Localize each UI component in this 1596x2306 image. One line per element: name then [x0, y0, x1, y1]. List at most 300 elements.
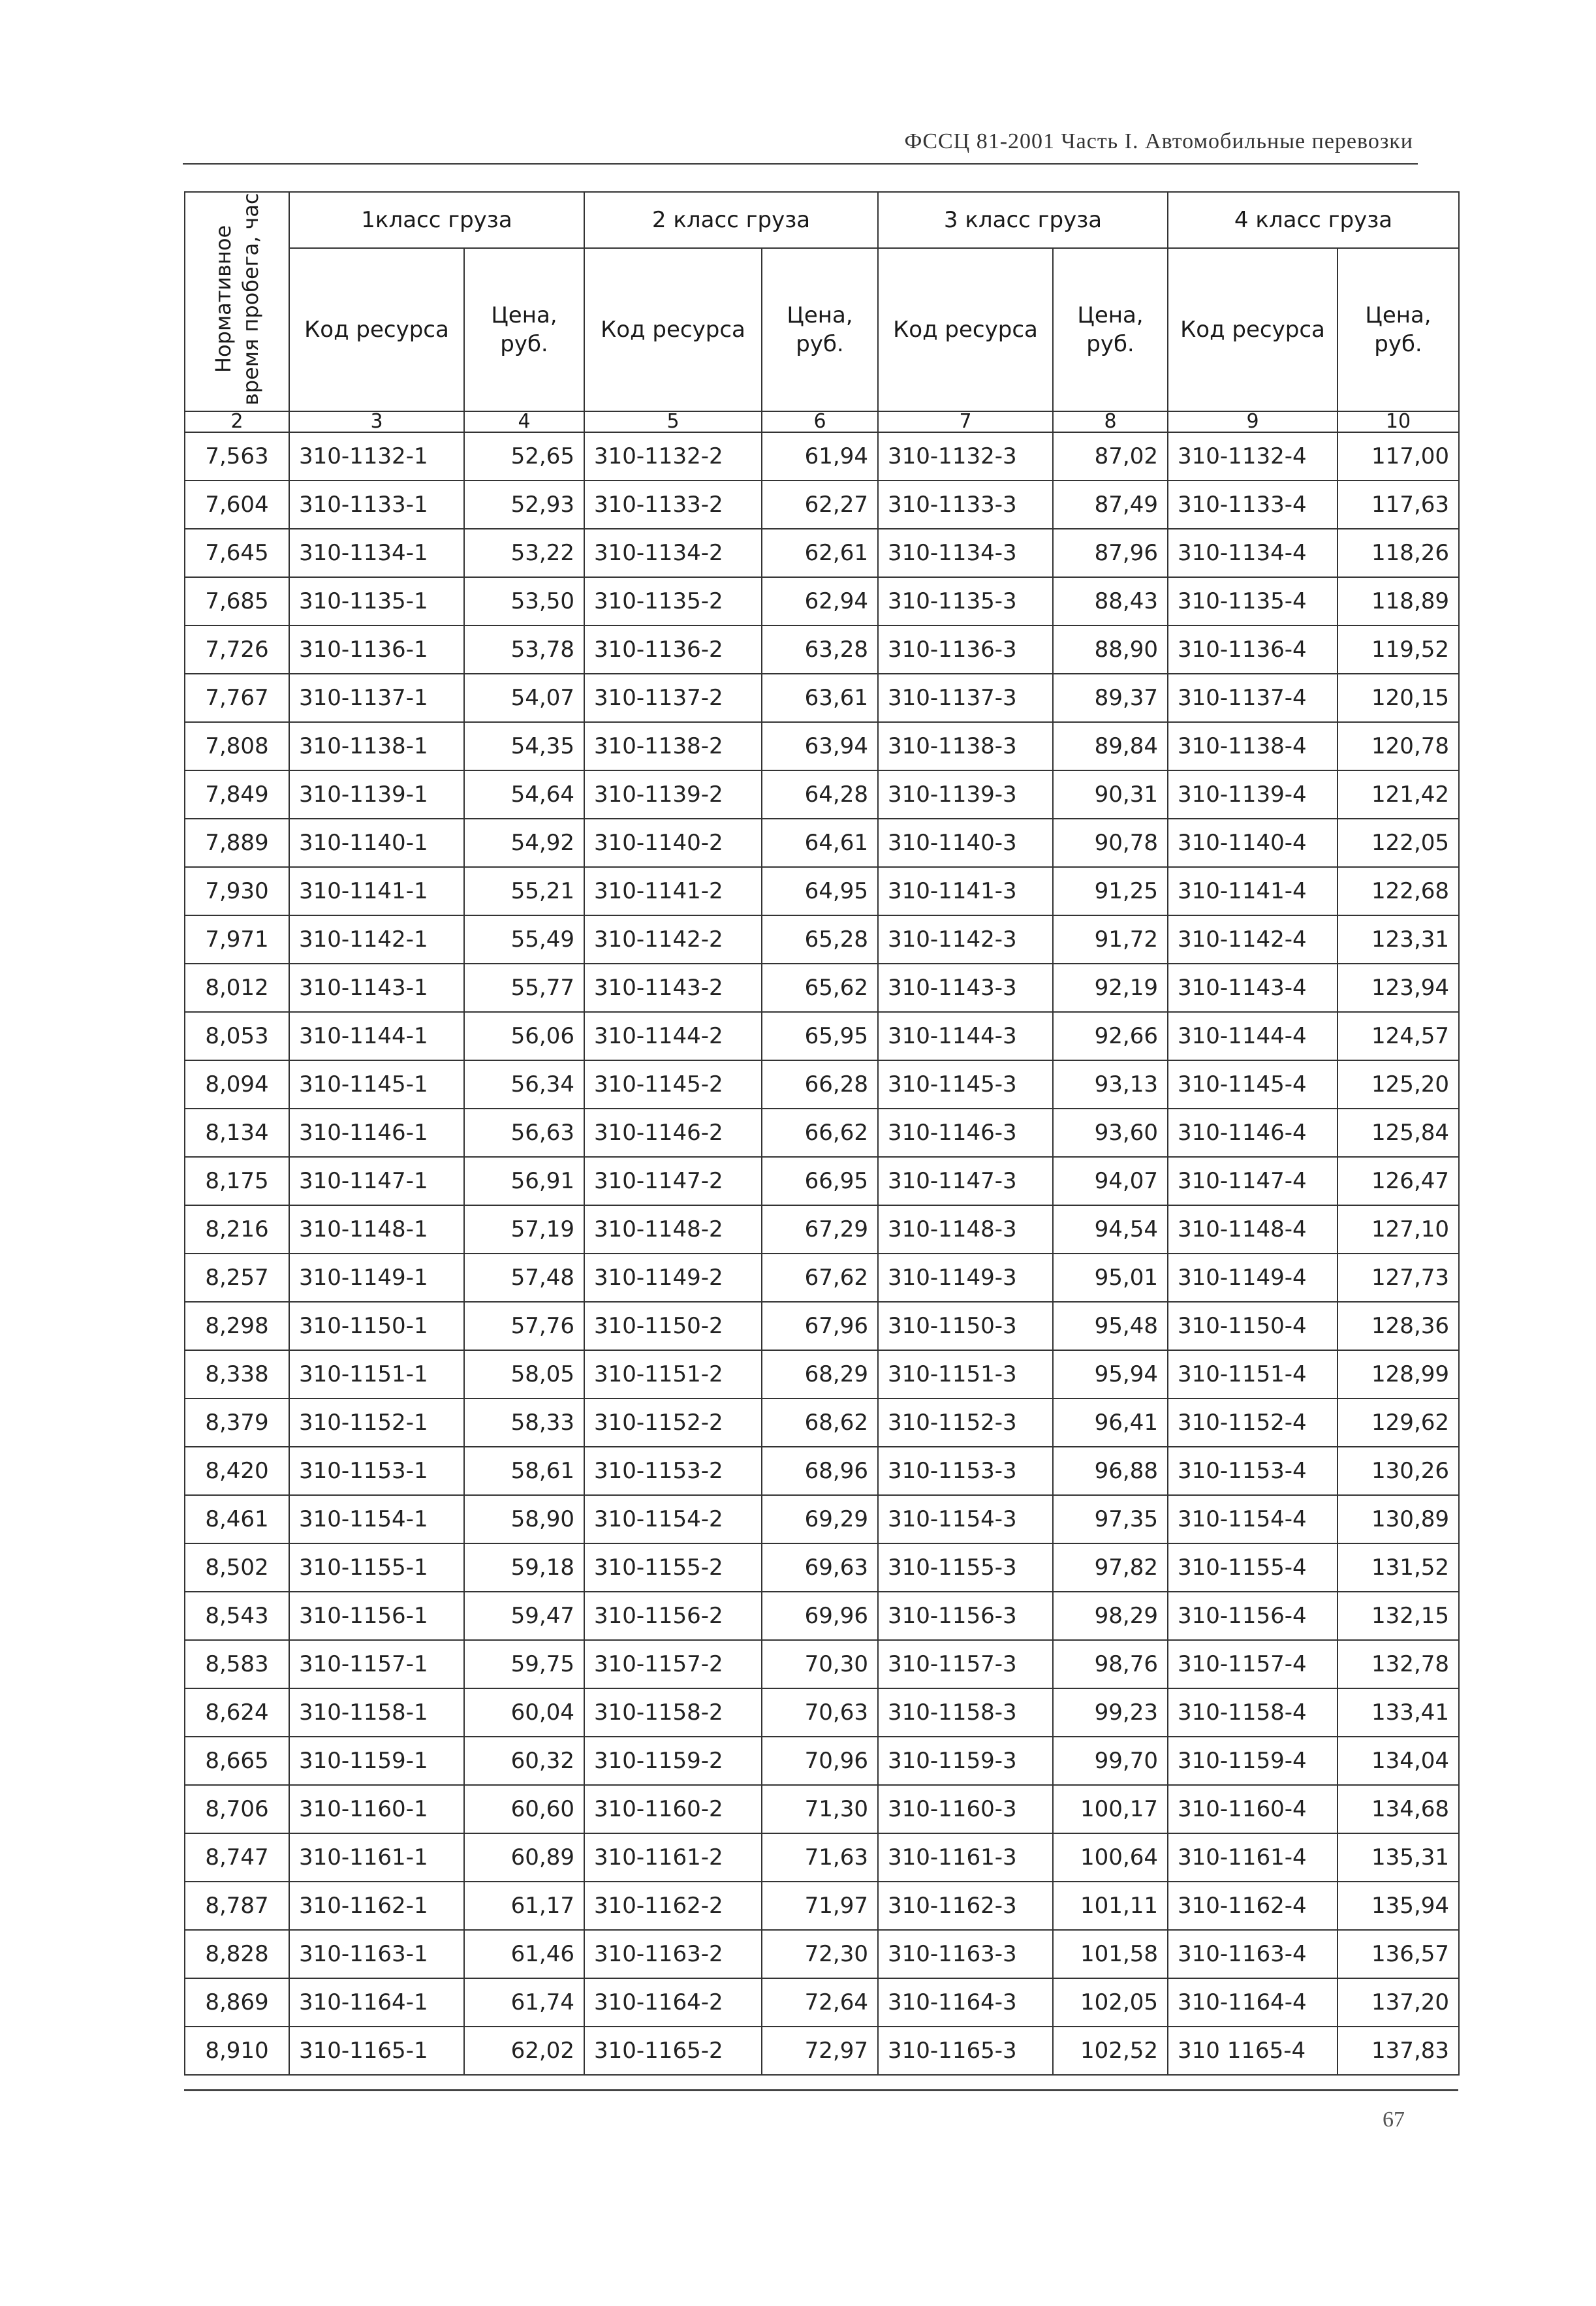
price-cell: 120,78 [1338, 722, 1459, 770]
price-cell: 87,96 [1053, 529, 1168, 577]
column-number: 2 [185, 411, 289, 432]
table-row [185, 1398, 1459, 1447]
code-header: Код ресурса [584, 248, 762, 411]
table-row [185, 625, 1459, 674]
resource-code-cell: 310-1159-1 [289, 1737, 464, 1785]
resource-code-cell: 310-1145-1 [289, 1060, 464, 1109]
table-row [185, 1882, 1459, 1930]
time-cell: 7,889 [185, 819, 289, 867]
time-cell: 7,930 [185, 867, 289, 915]
price-cell: 60,32 [464, 1737, 584, 1785]
price-cell: 127,73 [1338, 1254, 1459, 1302]
resource-code-cell: 310-1147-4 [1168, 1157, 1338, 1205]
resource-code-cell: 310-1138-4 [1168, 722, 1338, 770]
resource-code-cell: 310-1145-3 [878, 1060, 1053, 1109]
resource-code-cell: 310-1158-4 [1168, 1688, 1338, 1737]
price-cell: 97,35 [1053, 1495, 1168, 1543]
table-row [185, 1302, 1459, 1350]
price-table [184, 191, 1460, 2076]
resource-code-cell: 310-1144-1 [289, 1012, 464, 1060]
resource-code-cell: 310-1162-1 [289, 1882, 464, 1930]
price-cell: 61,17 [464, 1882, 584, 1930]
resource-code-cell: 310-1161-4 [1168, 1833, 1338, 1882]
resource-code-cell: 310-1146-4 [1168, 1109, 1338, 1157]
resource-code-cell: 310-1143-4 [1168, 964, 1338, 1012]
price-cell: 89,37 [1053, 674, 1168, 722]
price-cell: 57,48 [464, 1254, 584, 1302]
resource-code-cell: 310-1149-4 [1168, 1254, 1338, 1302]
time-cell: 8,502 [185, 1543, 289, 1592]
price-cell: 117,63 [1338, 481, 1459, 529]
table-row [185, 915, 1459, 964]
resource-code-cell: 310-1153-4 [1168, 1447, 1338, 1495]
time-cell: 8,298 [185, 1302, 289, 1350]
resource-code-cell: 310-1139-2 [584, 770, 762, 819]
price-cell: 57,19 [464, 1205, 584, 1254]
price-cell: 56,34 [464, 1060, 584, 1109]
time-cell: 8,420 [185, 1447, 289, 1495]
table-row [185, 1060, 1459, 1109]
resource-code-cell: 310-1162-4 [1168, 1882, 1338, 1930]
table-row [185, 1737, 1459, 1785]
price-cell: 58,90 [464, 1495, 584, 1543]
price-cell: 131,52 [1338, 1543, 1459, 1592]
price-cell: 67,62 [762, 1254, 878, 1302]
resource-code-cell: 310-1137-2 [584, 674, 762, 722]
resource-code-cell: 310-1144-2 [584, 1012, 762, 1060]
resource-code-cell: 310-1146-2 [584, 1109, 762, 1157]
price-cell: 128,99 [1338, 1350, 1459, 1398]
resource-code-cell: 310-1165-3 [878, 2027, 1053, 2075]
code-header: Код ресурса [289, 248, 464, 411]
resource-code-cell: 310-1161-1 [289, 1833, 464, 1882]
time-cell: 8,665 [185, 1737, 289, 1785]
resource-code-cell: 310-1139-3 [878, 770, 1053, 819]
resource-code-cell: 310-1133-4 [1168, 481, 1338, 529]
resource-code-cell: 310-1164-2 [584, 1978, 762, 2027]
resource-code-cell: 310-1145-2 [584, 1060, 762, 1109]
resource-code-cell: 310-1152-4 [1168, 1398, 1338, 1447]
resource-code-cell: 310-1134-3 [878, 529, 1053, 577]
resource-code-cell: 310-1141-2 [584, 867, 762, 915]
resource-code-cell: 310-1162-3 [878, 1882, 1053, 1930]
resource-code-cell: 310-1139-4 [1168, 770, 1338, 819]
resource-code-cell: 310-1142-3 [878, 915, 1053, 964]
price-cell: 63,61 [762, 674, 878, 722]
resource-code-cell: 310-1151-4 [1168, 1350, 1338, 1398]
resource-code-cell: 310-1138-1 [289, 722, 464, 770]
time-cell: 8,175 [185, 1157, 289, 1205]
resource-code-cell: 310-1159-2 [584, 1737, 762, 1785]
resource-code-cell: 310-1139-1 [289, 770, 464, 819]
time-cell: 7,849 [185, 770, 289, 819]
time-cell: 7,645 [185, 529, 289, 577]
resource-code-cell: 310-1163-3 [878, 1930, 1053, 1978]
price-cell: 55,49 [464, 915, 584, 964]
price-cell: 60,60 [464, 1785, 584, 1833]
table-row [185, 1109, 1459, 1157]
resource-code-cell: 310-1165-1 [289, 2027, 464, 2075]
bottom-rule [184, 2089, 1458, 2091]
price-cell: 56,63 [464, 1109, 584, 1157]
time-cell: 8,461 [185, 1495, 289, 1543]
resource-code-cell: 310-1147-3 [878, 1157, 1053, 1205]
resource-code-cell: 310-1146-1 [289, 1109, 464, 1157]
resource-code-cell: 310-1162-2 [584, 1882, 762, 1930]
column-number: 7 [878, 411, 1053, 432]
time-column-header [185, 192, 289, 411]
price-cell: 98,29 [1053, 1592, 1168, 1640]
price-cell: 69,96 [762, 1592, 878, 1640]
price-cell: 69,29 [762, 1495, 878, 1543]
price-cell: 63,94 [762, 722, 878, 770]
resource-code-cell: 310-1142-2 [584, 915, 762, 964]
price-cell: 53,22 [464, 529, 584, 577]
time-cell: 8,379 [185, 1398, 289, 1447]
price-cell: 63,28 [762, 625, 878, 674]
price-cell: 60,04 [464, 1688, 584, 1737]
price-cell: 65,28 [762, 915, 878, 964]
price-header: Цена, руб. [1053, 248, 1168, 411]
resource-code-cell: 310-1157-1 [289, 1640, 464, 1688]
table-row [185, 1495, 1459, 1543]
column-number: 9 [1168, 411, 1338, 432]
resource-code-cell: 310-1137-1 [289, 674, 464, 722]
resource-code-cell: 310-1150-2 [584, 1302, 762, 1350]
price-cell: 70,96 [762, 1737, 878, 1785]
table-row [185, 481, 1459, 529]
resource-code-cell: 310-1160-1 [289, 1785, 464, 1833]
price-cell: 93,60 [1053, 1109, 1168, 1157]
time-cell: 8,543 [185, 1592, 289, 1640]
price-cell: 67,96 [762, 1302, 878, 1350]
time-cell: 8,094 [185, 1060, 289, 1109]
time-cell: 7,726 [185, 625, 289, 674]
resource-code-cell: 310-1153-3 [878, 1447, 1053, 1495]
time-column-label: Нормативное время пробега, час [211, 192, 263, 405]
price-cell: 66,62 [762, 1109, 878, 1157]
resource-code-cell: 310-1156-2 [584, 1592, 762, 1640]
price-cell: 57,76 [464, 1302, 584, 1350]
resource-code-cell: 310-1136-1 [289, 625, 464, 674]
price-cell: 118,26 [1338, 529, 1459, 577]
resource-code-cell: 310-1137-4 [1168, 674, 1338, 722]
resource-code-cell: 310-1148-2 [584, 1205, 762, 1254]
resource-code-cell: 310-1147-1 [289, 1157, 464, 1205]
price-cell: 98,76 [1053, 1640, 1168, 1688]
price-cell: 87,02 [1053, 432, 1168, 481]
resource-code-cell: 310-1155-3 [878, 1543, 1053, 1592]
resource-code-cell: 310-1140-1 [289, 819, 464, 867]
resource-code-cell: 310-1137-3 [878, 674, 1053, 722]
price-cell: 52,65 [464, 432, 584, 481]
price-cell: 55,21 [464, 867, 584, 915]
resource-code-cell: 310-1150-1 [289, 1302, 464, 1350]
price-header: Цена, руб. [1338, 248, 1459, 411]
time-cell: 8,706 [185, 1785, 289, 1833]
table-row [185, 432, 1459, 481]
resource-code-cell: 310-1140-3 [878, 819, 1053, 867]
resource-code-cell: 310-1157-3 [878, 1640, 1053, 1688]
price-cell: 100,64 [1053, 1833, 1168, 1882]
column-number: 8 [1053, 411, 1168, 432]
table-row [185, 1157, 1459, 1205]
resource-code-cell: 310-1152-1 [289, 1398, 464, 1447]
resource-code-cell: 310-1155-2 [584, 1543, 762, 1592]
price-cell: 53,50 [464, 577, 584, 625]
table-row [185, 1447, 1459, 1495]
price-cell: 54,07 [464, 674, 584, 722]
price-cell: 121,42 [1338, 770, 1459, 819]
price-cell: 58,05 [464, 1350, 584, 1398]
resource-code-cell: 310-1145-4 [1168, 1060, 1338, 1109]
resource-code-cell: 310-1160-3 [878, 1785, 1053, 1833]
header-rule [183, 163, 1418, 165]
price-cell: 71,97 [762, 1882, 878, 1930]
resource-code-cell: 310-1163-1 [289, 1930, 464, 1978]
price-cell: 61,94 [762, 432, 878, 481]
resource-code-cell: 310-1135-1 [289, 577, 464, 625]
price-cell: 58,61 [464, 1447, 584, 1495]
time-cell: 8,216 [185, 1205, 289, 1254]
price-cell: 91,72 [1053, 915, 1168, 964]
resource-code-cell: 310-1136-3 [878, 625, 1053, 674]
time-cell: 7,808 [185, 722, 289, 770]
price-cell: 120,15 [1338, 674, 1459, 722]
resource-code-cell: 310-1165-2 [584, 2027, 762, 2075]
resource-code-cell: 310-1163-2 [584, 1930, 762, 1978]
resource-code-cell: 310-1164-3 [878, 1978, 1053, 2027]
price-cell: 56,06 [464, 1012, 584, 1060]
price-cell: 58,33 [464, 1398, 584, 1447]
price-cell: 125,84 [1338, 1109, 1459, 1157]
price-cell: 132,15 [1338, 1592, 1459, 1640]
resource-code-cell: 310-1135-4 [1168, 577, 1338, 625]
price-cell: 62,94 [762, 577, 878, 625]
class-header-row [185, 192, 1459, 248]
resource-code-cell: 310-1134-1 [289, 529, 464, 577]
table-row [185, 1978, 1459, 2027]
table-row [185, 1543, 1459, 1592]
time-cell: 8,624 [185, 1688, 289, 1737]
resource-code-cell: 310-1163-4 [1168, 1930, 1338, 1978]
resource-code-cell: 310-1161-3 [878, 1833, 1053, 1882]
class-3-header: 3 класс груза [878, 192, 1168, 248]
resource-code-cell: 310-1157-4 [1168, 1640, 1338, 1688]
resource-code-cell: 310-1135-3 [878, 577, 1053, 625]
price-cell: 102,05 [1053, 1978, 1168, 2027]
price-cell: 126,47 [1338, 1157, 1459, 1205]
time-cell: 8,869 [185, 1978, 289, 2027]
resource-code-cell: 310-1133-2 [584, 481, 762, 529]
price-cell: 134,68 [1338, 1785, 1459, 1833]
resource-code-cell: 310-1149-3 [878, 1254, 1053, 1302]
time-cell: 7,767 [185, 674, 289, 722]
price-cell: 88,90 [1053, 625, 1168, 674]
time-cell: 8,787 [185, 1882, 289, 1930]
price-cell: 117,00 [1338, 432, 1459, 481]
price-cell: 92,66 [1053, 1012, 1168, 1060]
resource-code-cell: 310-1154-2 [584, 1495, 762, 1543]
resource-code-cell: 310-1157-2 [584, 1640, 762, 1688]
resource-code-cell: 310-1138-2 [584, 722, 762, 770]
price-cell: 136,57 [1338, 1930, 1459, 1978]
running-head: ФССЦ 81-2001 Часть I. Автомобильные перевозки [904, 129, 1413, 153]
price-header: Цена, руб. [464, 248, 584, 411]
price-cell: 65,62 [762, 964, 878, 1012]
resource-code-cell: 310-1153-1 [289, 1447, 464, 1495]
price-cell: 95,48 [1053, 1302, 1168, 1350]
table-row [185, 867, 1459, 915]
price-cell: 95,01 [1053, 1254, 1168, 1302]
resource-code-cell: 310-1152-3 [878, 1398, 1053, 1447]
time-cell: 7,685 [185, 577, 289, 625]
resource-code-cell: 310-1133-1 [289, 481, 464, 529]
price-cell: 61,74 [464, 1978, 584, 2027]
table-row [185, 1930, 1459, 1978]
price-cell: 54,35 [464, 722, 584, 770]
price-cell: 62,02 [464, 2027, 584, 2075]
price-cell: 65,95 [762, 1012, 878, 1060]
resource-code-cell: 310-1132-3 [878, 432, 1053, 481]
code-header: Код ресурса [1168, 248, 1338, 411]
price-cell: 127,10 [1338, 1205, 1459, 1254]
price-cell: 122,05 [1338, 819, 1459, 867]
price-cell: 56,91 [464, 1157, 584, 1205]
time-cell: 8,747 [185, 1833, 289, 1882]
price-cell: 68,29 [762, 1350, 878, 1398]
table-row [185, 1350, 1459, 1398]
price-cell: 68,62 [762, 1398, 878, 1447]
resource-code-cell: 310-1153-2 [584, 1447, 762, 1495]
price-cell: 118,89 [1338, 577, 1459, 625]
price-cell: 64,95 [762, 867, 878, 915]
time-cell: 8,134 [185, 1109, 289, 1157]
price-cell: 55,77 [464, 964, 584, 1012]
resource-code-cell: 310-1132-4 [1168, 432, 1338, 481]
price-cell: 125,20 [1338, 1060, 1459, 1109]
price-cell: 68,96 [762, 1447, 878, 1495]
resource-code-cell: 310-1156-1 [289, 1592, 464, 1640]
price-cell: 133,41 [1338, 1688, 1459, 1737]
resource-code-cell: 310-1150-4 [1168, 1302, 1338, 1350]
resource-code-cell: 310-1159-3 [878, 1737, 1053, 1785]
table-row [185, 1688, 1459, 1737]
price-cell: 64,28 [762, 770, 878, 819]
price-cell: 96,88 [1053, 1447, 1168, 1495]
price-cell: 128,36 [1338, 1302, 1459, 1350]
price-cell: 129,62 [1338, 1398, 1459, 1447]
price-cell: 70,30 [762, 1640, 878, 1688]
resource-code-cell: 310-1147-2 [584, 1157, 762, 1205]
price-cell: 132,78 [1338, 1640, 1459, 1688]
price-cell: 66,95 [762, 1157, 878, 1205]
price-cell: 53,78 [464, 625, 584, 674]
resource-code-cell: 310-1164-1 [289, 1978, 464, 2027]
price-cell: 99,23 [1053, 1688, 1168, 1737]
price-cell: 72,64 [762, 1978, 878, 2027]
price-cell: 87,49 [1053, 481, 1168, 529]
price-cell: 59,47 [464, 1592, 584, 1640]
subheader-row [185, 248, 1459, 411]
resource-code-cell: 310-1156-4 [1168, 1592, 1338, 1640]
resource-code-cell: 310-1144-3 [878, 1012, 1053, 1060]
price-cell: 90,31 [1053, 770, 1168, 819]
price-cell: 90,78 [1053, 819, 1168, 867]
price-cell: 94,54 [1053, 1205, 1168, 1254]
table-row [185, 1205, 1459, 1254]
resource-code-cell: 310-1160-2 [584, 1785, 762, 1833]
price-cell: 69,63 [762, 1543, 878, 1592]
resource-code-cell: 310-1148-1 [289, 1205, 464, 1254]
resource-code-cell: 310-1143-1 [289, 964, 464, 1012]
resource-code-cell: 310-1132-1 [289, 432, 464, 481]
price-cell: 72,97 [762, 2027, 878, 2075]
price-cell: 101,11 [1053, 1882, 1168, 1930]
price-cell: 95,94 [1053, 1350, 1168, 1398]
resource-code-cell: 310-1159-4 [1168, 1737, 1338, 1785]
price-cell: 59,75 [464, 1640, 584, 1688]
resource-code-cell: 310-1141-4 [1168, 867, 1338, 915]
table-row [185, 1640, 1459, 1688]
resource-code-cell: 310-1143-3 [878, 964, 1053, 1012]
resource-code-cell: 310-1150-3 [878, 1302, 1053, 1350]
price-cell: 102,52 [1053, 2027, 1168, 2075]
resource-code-cell: 310-1132-2 [584, 432, 762, 481]
time-cell: 8,828 [185, 1930, 289, 1978]
resource-code-cell: 310-1142-4 [1168, 915, 1338, 964]
price-cell: 67,29 [762, 1205, 878, 1254]
price-cell: 137,83 [1338, 2027, 1459, 2075]
price-cell: 100,17 [1053, 1785, 1168, 1833]
price-cell: 54,92 [464, 819, 584, 867]
resource-code-cell: 310-1140-4 [1168, 819, 1338, 867]
table-row [185, 577, 1459, 625]
resource-code-cell: 310-1164-4 [1168, 1978, 1338, 2027]
table-row [185, 819, 1459, 867]
price-cell: 72,30 [762, 1930, 878, 1978]
price-cell: 94,07 [1053, 1157, 1168, 1205]
resource-code-cell: 310-1144-4 [1168, 1012, 1338, 1060]
time-cell: 7,604 [185, 481, 289, 529]
class-2-header: 2 класс груза [584, 192, 878, 248]
price-cell: 134,04 [1338, 1737, 1459, 1785]
table-row [185, 2027, 1459, 2075]
price-cell: 60,89 [464, 1833, 584, 1882]
resource-code-cell: 310-1143-2 [584, 964, 762, 1012]
price-cell: 88,43 [1053, 577, 1168, 625]
resource-code-cell: 310-1160-4 [1168, 1785, 1338, 1833]
resource-code-cell: 310-1152-2 [584, 1398, 762, 1447]
column-number: 6 [762, 411, 878, 432]
table-row [185, 674, 1459, 722]
time-cell: 7,563 [185, 432, 289, 481]
table-row [185, 964, 1459, 1012]
resource-code-cell: 310-1155-4 [1168, 1543, 1338, 1592]
column-number: 10 [1338, 411, 1459, 432]
price-cell: 71,30 [762, 1785, 878, 1833]
time-cell: 7,971 [185, 915, 289, 964]
price-cell: 89,84 [1053, 722, 1168, 770]
price-cell: 93,13 [1053, 1060, 1168, 1109]
resource-code-cell: 310-1155-1 [289, 1543, 464, 1592]
table-row [185, 770, 1459, 819]
price-cell: 99,70 [1053, 1737, 1168, 1785]
table-row [185, 529, 1459, 577]
table-row [185, 722, 1459, 770]
price-cell: 64,61 [762, 819, 878, 867]
price-cell: 59,18 [464, 1543, 584, 1592]
